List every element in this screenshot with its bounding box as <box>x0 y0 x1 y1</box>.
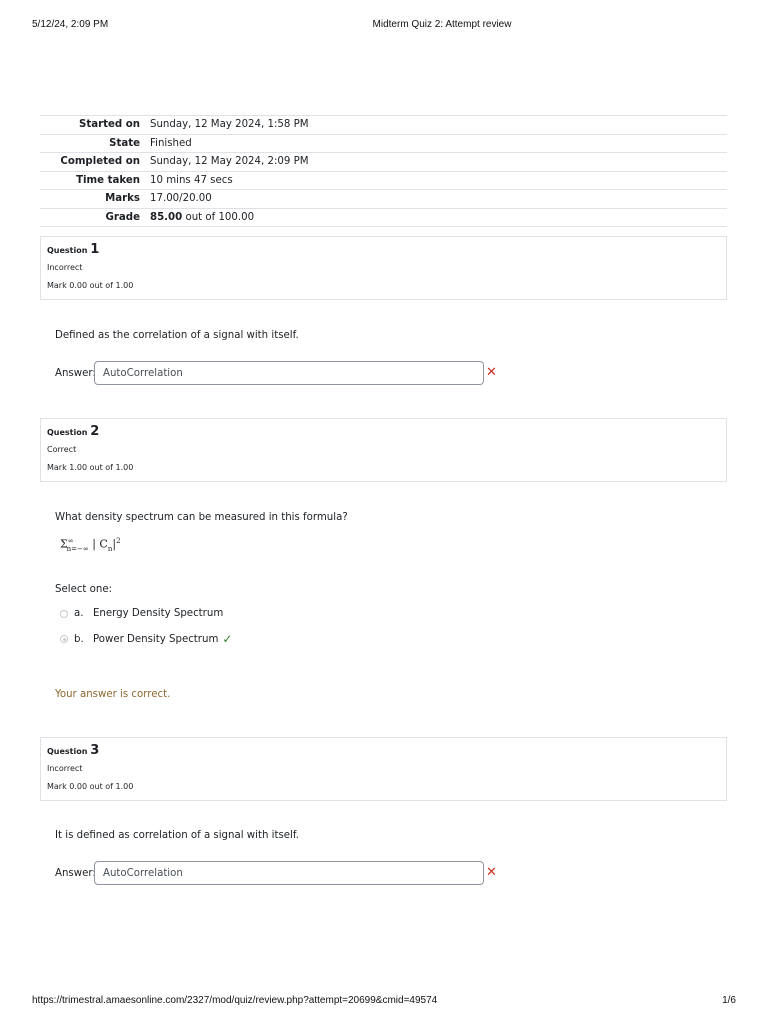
answer-feedback: Your answer is correct. <box>55 689 171 700</box>
summary-row-completed <box>40 153 727 172</box>
question-1-info <box>40 236 727 300</box>
question-state: Incorrect <box>47 764 83 773</box>
incorrect-x-icon: ✕ <box>486 365 497 380</box>
question-grade: Mark 0.00 out of 1.00 <box>47 782 134 791</box>
formula-close: | <box>112 537 117 551</box>
summary-value: Finished <box>150 134 727 153</box>
question-number <box>47 242 99 257</box>
question-grade: Mark 0.00 out of 1.00 <box>47 281 134 290</box>
attempt-summary-table <box>40 115 727 227</box>
formula-body-sub: n <box>107 544 113 553</box>
question-1-text: Defined as the correlation of a signal with itself. <box>55 330 299 341</box>
option-label: Energy Density Spectrum <box>93 608 224 619</box>
summary-label: Completed on <box>40 153 150 172</box>
question-number <box>47 424 99 439</box>
summary-value: 10 mins 47 secs <box>150 171 727 190</box>
formula-sigma: Σ <box>60 537 68 551</box>
question-grade: Mark 1.00 out of 1.00 <box>47 463 134 472</box>
question-number-value: 1 <box>90 242 100 257</box>
question-2-text: What density spectrum can be measured in this formula? <box>55 512 348 523</box>
formula-sup: ∞ <box>67 537 74 545</box>
formula-power: 2 <box>116 537 121 545</box>
radio-button-selected[interactable] <box>60 635 68 643</box>
summary-value <box>150 208 727 227</box>
question-3-info <box>40 737 727 801</box>
formula-sub: n=−∞ <box>66 544 89 553</box>
page-url: https://trimestral.amaesonline.com/2327/mod/quiz/review.php?attempt=20699&cmid=49574 <box>32 995 438 1006</box>
option-letter: a. <box>74 608 84 619</box>
print-datetime: 5/12/24, 2:09 PM <box>32 19 109 30</box>
summary-row-grade <box>40 208 727 227</box>
summary-label: Marks <box>40 190 150 209</box>
summary-value: 17.00/20.00 <box>150 190 727 209</box>
incorrect-x-icon: ✕ <box>486 865 497 880</box>
summary-row-time-taken <box>40 171 727 190</box>
page-number: 1/6 <box>722 995 736 1006</box>
summary-row-state <box>40 134 727 153</box>
summary-label: Started on <box>40 116 150 135</box>
question-number-value: 2 <box>90 424 100 439</box>
correct-check-icon: ✓ <box>222 632 233 646</box>
print-page-title: Midterm Quiz 2: Attempt review <box>372 19 512 30</box>
grade-value: 85.00 <box>150 211 183 223</box>
question-prefix: Question <box>47 428 91 437</box>
select-one-label: Select one: <box>55 584 113 595</box>
question-prefix: Question <box>47 747 91 756</box>
radio-button[interactable] <box>60 610 68 618</box>
option-b[interactable] <box>60 632 232 646</box>
question-1-answer-field[interactable]: AutoCorrelation <box>94 361 484 385</box>
question-state: Correct <box>47 445 77 454</box>
question-number-value: 3 <box>90 743 100 758</box>
summary-label: State <box>40 134 150 153</box>
summary-row-marks <box>40 190 727 209</box>
option-letter: b. <box>74 633 84 645</box>
summary-label: Time taken <box>40 171 150 190</box>
summary-row-started <box>40 116 727 135</box>
summary-value: Sunday, 12 May 2024, 1:58 PM <box>150 116 727 135</box>
question-number <box>47 743 99 758</box>
question-3-answer-field[interactable]: AutoCorrelation <box>94 861 484 885</box>
formula-body: | C <box>88 537 108 551</box>
power-sum-formula <box>60 537 121 553</box>
summary-value: Sunday, 12 May 2024, 2:09 PM <box>150 153 727 172</box>
question-state: Incorrect <box>47 263 83 272</box>
summary-label: Grade <box>40 208 150 227</box>
answer-label: Answer: <box>55 368 96 379</box>
question-3-text: It is defined as correlation of a signal with itself. <box>55 830 299 841</box>
question-2-info <box>40 418 727 482</box>
question-prefix: Question <box>47 246 91 255</box>
grade-out-of: out of 100.00 <box>182 211 255 223</box>
option-a[interactable] <box>60 608 223 619</box>
answer-label: Answer: <box>55 868 96 879</box>
option-label: Power Density Spectrum <box>93 633 219 645</box>
